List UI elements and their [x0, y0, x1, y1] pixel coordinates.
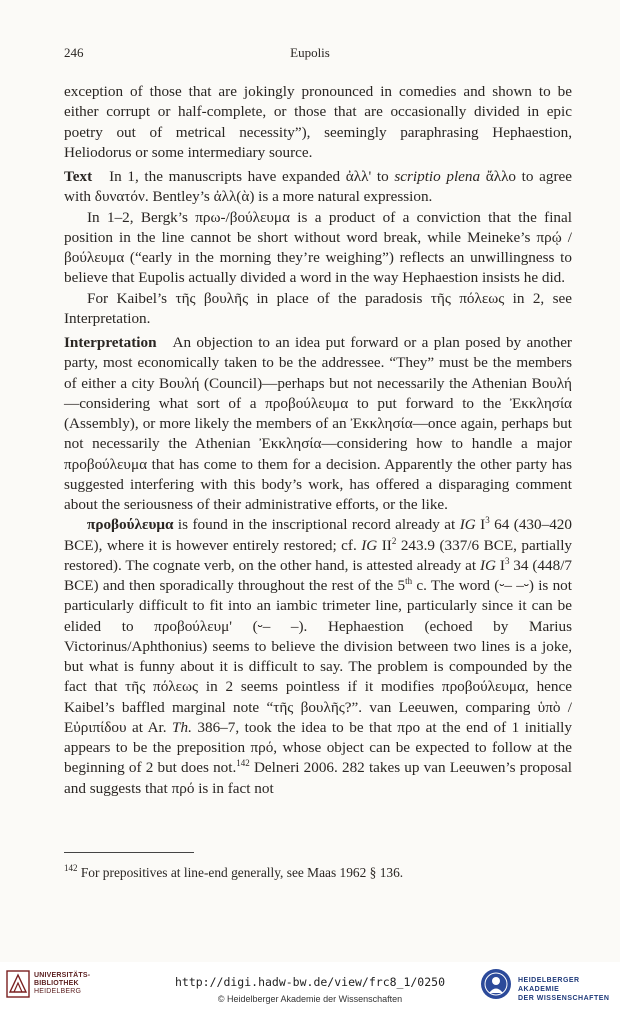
- inscription-volume: I: [496, 556, 505, 574]
- inscription-volume: I: [475, 516, 486, 534]
- footnote-number: 142: [64, 863, 78, 873]
- footnote-reference[interactable]: 142: [236, 758, 250, 769]
- page-footer: [0, 962, 620, 1009]
- italic-term: scriptio plena: [394, 168, 481, 185]
- footnote-text: For prepositives at line-end generally, see Maas 1962 § 136.: [77, 865, 404, 880]
- copyright-notice: © Heidelberger Akademie der Wissenschaften: [217, 994, 403, 1004]
- lemma-word: προβούλευμα: [87, 516, 174, 534]
- inscription-volume: II: [377, 536, 392, 554]
- work-abbr: Th.: [172, 718, 192, 736]
- section-heading-interpretation: Interpretation: [64, 334, 157, 351]
- page-number: 246: [64, 45, 84, 60]
- superscript: 2: [391, 535, 397, 546]
- academy-line: DER WISSENSCHAFTEN: [518, 995, 610, 1002]
- text-segment: 386–7, took the idea to be that πρo at the end of 1 initially appears to be the preposition πρό, whose object can be expected to follow at the beginning of 2 but does not.: [64, 718, 572, 777]
- inscription-abbr: IG: [361, 536, 378, 554]
- superscript: 3: [504, 555, 510, 566]
- text-segment: 64 (430–420 BCE), where it is however entirely restored; cf.: [64, 516, 572, 554]
- academy-name: [518, 976, 620, 1003]
- permalink-url[interactable]: http://digi.hadw-bw.de/view/frc8_1/0250: [174, 975, 446, 989]
- inscription-abbr: IG: [459, 516, 476, 534]
- text-segment: c. The word (⏑– –⏑) is not particularly difficult to fit into an iambic trimeter line, particularly since it can be elided to προβούλευμ' (⏑– –). Hephaestion (echoed by Marius Victorinus/Aphthonius) seems to believe the division between two lines is a joke, but what is funny about it is difficult to say. The problem is compounded by the fact that τῆς πόλεως in 2 seems pointless if it modifies προβούλευμα, hence Kaibel’s baffled marginal note “τῆς βουλῆς?”. van Leeuwen, comparing ὑπὸ / Εὐριπίδου at Ar.: [64, 577, 572, 736]
- footnote: [64, 864, 572, 882]
- paragraph-kaibel: For Kaibel’s τῆς βουλῆς in place of the paradosis τῆς πόλεως in 2, see Interpretation.: [64, 289, 572, 327]
- superscript: 3: [485, 515, 490, 526]
- paragraph-interpretation: [64, 333, 572, 515]
- library-line: UNIVERSITÄTS-: [34, 972, 91, 979]
- paragraph-bergk: In 1–2, Bergk’s πρω-/βούλευμα is a product of a conviction that the final position in the line cannot be short without word break, while Meineke’s πρῴ / βούλευμα (“early in the morning they’re weighing”) reflects an unwillingness to believe that Eupolis actually divided a word in the way Hephaestion insists he did.: [64, 208, 572, 287]
- text-segment: 243.9 (337/6 BCE, partially restored). The cognate verb, on the other hand, is attested already at: [64, 536, 573, 574]
- running-head: Eupolis: [290, 45, 330, 60]
- text-segment: is found in the inscriptional record already at: [173, 516, 460, 534]
- inscription-abbr: IG: [479, 556, 496, 574]
- library-line: HEIDELBERG: [34, 988, 82, 995]
- library-line: BIBLIOTHEK: [34, 980, 79, 987]
- paragraph-lemma: [64, 515, 572, 799]
- academy-seal-icon: [480, 968, 512, 1000]
- text-segment: An objection to an idea put forward or a plan posed by another party, most economically taken to be the addressee. “They” must be the members of either a city Βουλή (Council)—perhaps but not necessarily the Athenian Βουλή—considering what sort of a προβούλευμα to put forward to the Ἐκκλησία (Assembly), or more likely the members of an Ἐκκλησία—once again, perhaps but not necessarily the Athenian Ἐκκλησία—considering how to handle a major προβούλευμα that has come to them for a decision. Apparently the other party has suggested interfering with this body’s work, has offered a disparaging comment about the seriousness of their administrative efforts, or the like.: [64, 334, 572, 513]
- superscript: th: [405, 576, 413, 586]
- body-text: [64, 82, 572, 799]
- paragraph-text-section: [64, 167, 572, 208]
- footnote-divider: [64, 852, 194, 853]
- text-segment: ἄλλο to agree with δυνατόν. Bentley’s ἀλλ(ὰ) is a more natural expression.: [64, 168, 573, 206]
- text-segment: 34 (448/7 BCE) and then sporadically throughout the rest of the 5: [64, 556, 573, 594]
- text-segment: Delneri 2006. 282 takes up van Leeuwen’s proposal and suggests that πρό is in fact not: [64, 759, 573, 797]
- section-heading-text: Text: [64, 168, 93, 185]
- academy-line: HEIDELBERGER AKADEMIE: [518, 977, 580, 993]
- paragraph-continuation: exception of those that are jokingly pronounced in comedies and shown to be either corrupt or half-complete, or those that are occasionally divided in epic poetry out of metrical necessity”), seemingly paraphrasing Hephaestion, Heliodorus or some intermediary source.: [64, 83, 572, 161]
- text-segment: In 1, the manuscripts have expanded ἀλλ' to: [109, 168, 395, 185]
